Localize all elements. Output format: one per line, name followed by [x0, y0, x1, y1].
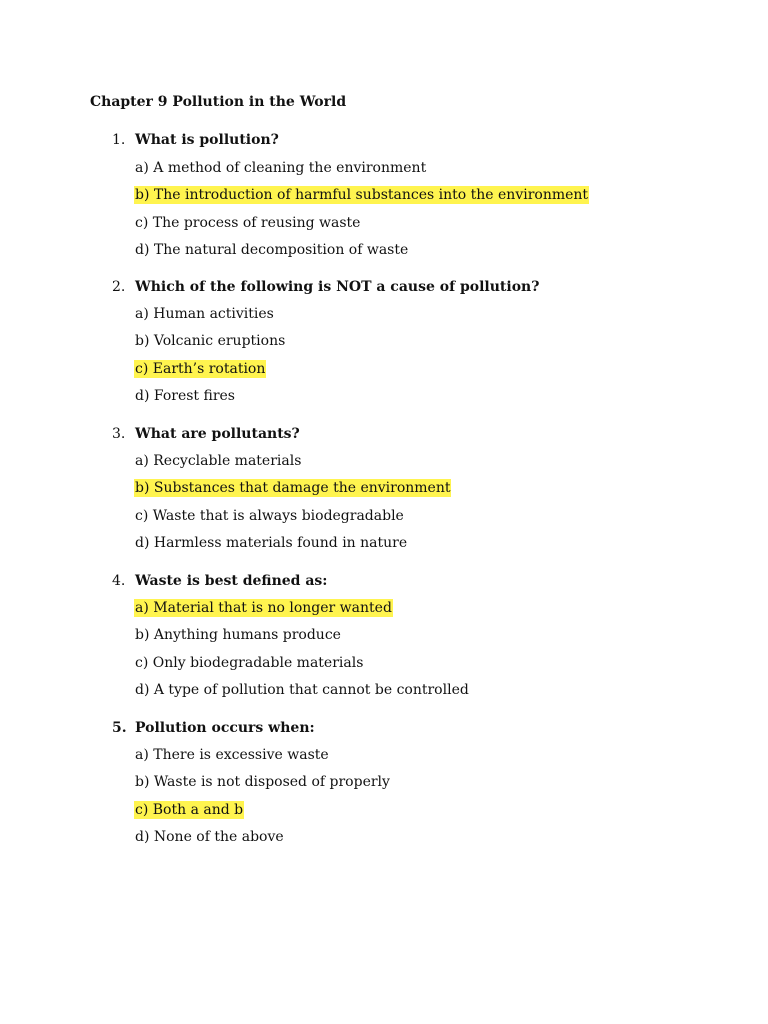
- question-number: 5.: [112, 720, 127, 736]
- option-a: a) Recyclable materials: [135, 453, 302, 469]
- option-a: a) There is excessive waste: [135, 747, 329, 763]
- chapter-title: Chapter 9 Pollution in the World: [90, 94, 347, 110]
- option-d: d) A type of pollution that cannot be controlled: [135, 682, 469, 698]
- option-d: d) Forest fires: [135, 388, 235, 404]
- question-text: Pollution occurs when:: [135, 720, 315, 736]
- question-number: 3.: [112, 426, 126, 442]
- question-number: 4.: [112, 573, 126, 589]
- option-a: a) A method of cleaning the environment: [135, 160, 427, 176]
- option-b: b) Volcanic eruptions: [135, 333, 286, 349]
- option-c-highlighted: c) Earth’s rotation: [135, 361, 266, 377]
- option-b-highlighted: b) The introduction of harmful substances into the environment: [135, 187, 589, 203]
- option-a: a) Human activities: [135, 306, 274, 322]
- option-d: d) None of the above: [135, 829, 284, 845]
- option-b: b) Anything humans produce: [135, 627, 341, 643]
- question-text: What are pollutants?: [135, 426, 300, 442]
- option-c-highlighted: c) Both a and b: [135, 802, 244, 818]
- question-number: 1.: [112, 132, 126, 148]
- option-d: d) The natural decomposition of waste: [135, 242, 409, 258]
- option-a-highlighted: a) Material that is no longer wanted: [135, 600, 392, 616]
- question-text: Which of the following is NOT a cause of pollution?: [135, 279, 540, 295]
- option-c: c) Waste that is always biodegradable: [135, 508, 404, 524]
- option-d: d) Harmless materials found in nature: [135, 535, 408, 551]
- option-c: c) Only biodegradable materials: [135, 655, 364, 671]
- option-c: c) The process of reusing waste: [135, 215, 361, 231]
- option-b: b) Waste is not disposed of properly: [135, 774, 390, 790]
- question-number: 2.: [112, 279, 126, 295]
- question-text: Waste is best defined as:: [135, 573, 328, 589]
- option-b-highlighted: b) Substances that damage the environment: [135, 480, 451, 496]
- question-text: What is pollution?: [135, 132, 279, 148]
